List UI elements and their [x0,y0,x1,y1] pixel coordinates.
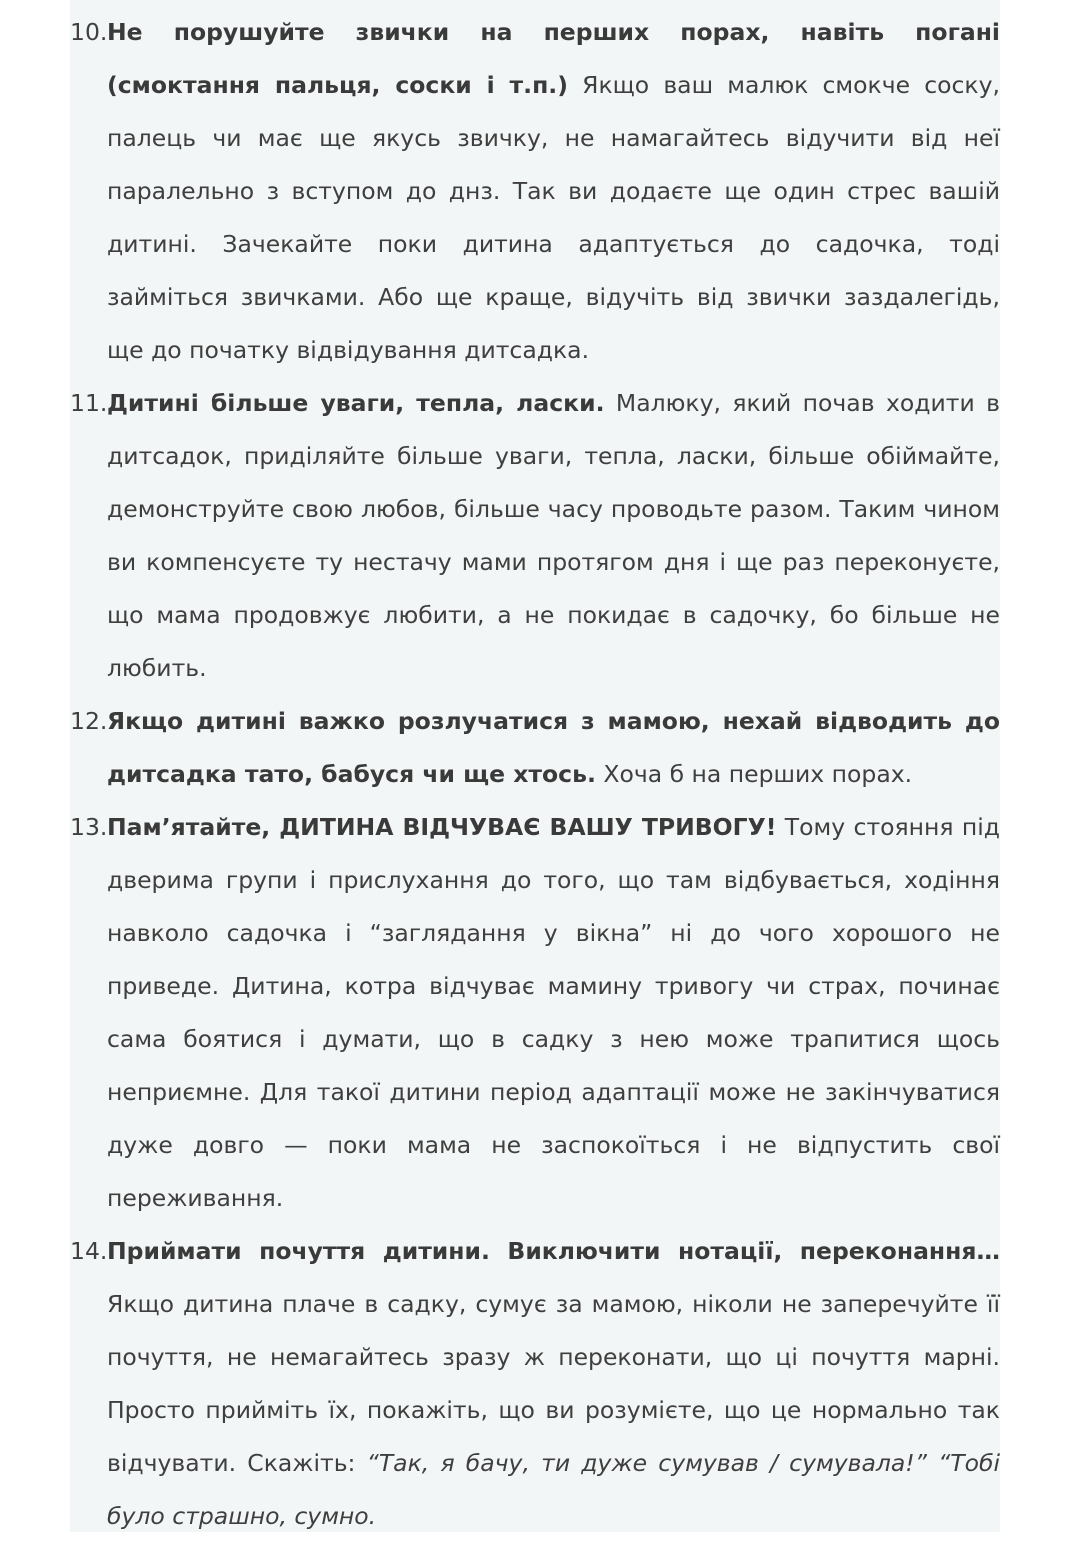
item-text: Тому стояння під дверима групи і прислухання до того, що там відбувається, ходіння навколо садочка і “заглядання у вікна” ні до чого хорошого не приведе. Дитина, котра відчуває мамину тривогу чи страх, починає сама боятися і думати, що в садку з нею може трапитися щось неприємне. Для такої дитини період адаптації може не закінчуватися дуже довго — поки мама не заспокоїться і не відпустить свої переживання. [107,813,1000,1212]
item-heading: Не порушуйте звички на перших порах, навіть погані (смоктання пальця, соски і т.п.) [107,18,1000,99]
item-text: Хоча б на перших порах. [595,760,913,788]
list-item [70,377,1000,695]
item-text: Якщо дитина плаче в садку, сумує за мамою, ніколи не заперечуйте її почуття, не немагайтесь зразу ж переконати, що ці почуття марні. Просто прийміть їх, покажіть, що ви розумієте, що це нормально так відчувати. Скажіть: [107,1290,1000,1477]
item-text: Якщо ваш малюк смокче соску, палець чи має ще якусь звичку, не намагайтесь відучити від неї паралельно з вступом до днз. Так ви додаєте ще один стрес вашій дитині. Зачекайте поки дитина адаптується до садочка, тоді займіться звичками. Або ще краще, відучіть від звички заздалегідь, ще до початку відвідування дитсадка. [107,71,1000,364]
item-heading: Дитині більше уваги, тепла, ласки. [107,389,605,417]
list-item [70,695,1000,801]
list-item [70,1225,1000,1543]
item-quote: “Так, я бачу, ти дуже сумував / сумувала!” “Тобі було страшно, сумно. [107,1449,1000,1530]
item-number: 12. [70,707,108,735]
item-heading: Пам’ятайте, ДИТИНА ВІДЧУВАЄ ВАШУ ТРИВОГУ! [107,813,777,841]
item-number: 10. [70,18,108,46]
item-number: 14. [70,1237,108,1265]
item-number: 11. [70,389,108,417]
item-number: 13. [70,813,108,841]
item-heading: Якщо дитині важко розлучатися з мамою, нехай відводить до дитсадка тато, бабуся чи ще хтось. [107,707,1000,788]
item-text: Малюку, який почав ходити в дитсадок, приділяйте більше уваги, тепла, ласки, більше обіймайте, демонструйте свою любов, більше часу проводьте разом. Таким чином ви компенсуєте ту нестачу мами протягом дня і ще раз переконуєте, що мама продовжує любити, а не покидає в садочку, бо більше не любить. [107,389,1000,682]
item-heading: Приймати почуття дитини. Виключити нотації, переконання… [107,1237,1000,1265]
article-body [70,6,1000,1543]
list-item [70,801,1000,1225]
list-item [70,6,1000,377]
